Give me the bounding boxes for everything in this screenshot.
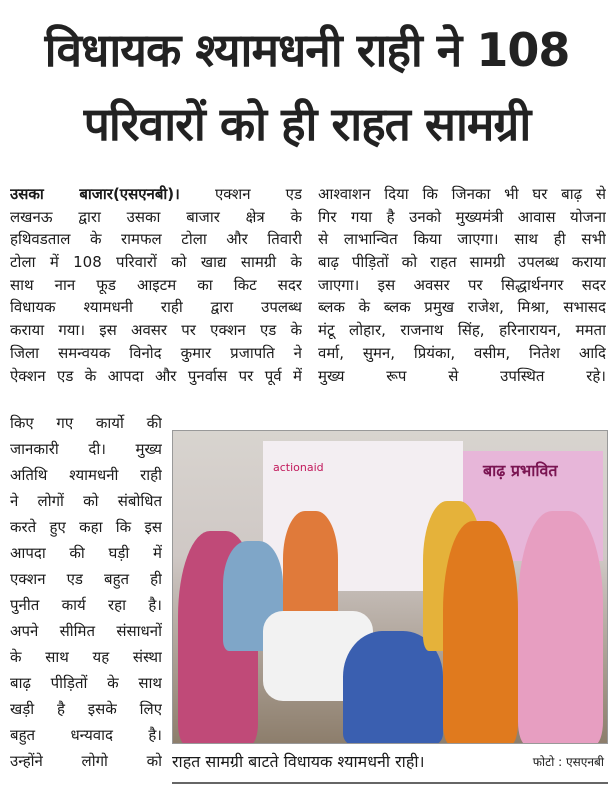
news-photo [172, 430, 608, 744]
text-line: पुनीत कार्य रहा है। [10, 596, 162, 614]
photo-banner-pink: बाढ़ प्रभावित [463, 451, 603, 561]
text-line: बाढ़ पीड़ितों के साथ [10, 674, 162, 692]
photo-credit: फोटो : एसएनबी [532, 754, 604, 769]
text-line: किए गए कार्यो की [10, 414, 162, 432]
text-line: करते हुए कहा कि इस [10, 518, 162, 536]
text-line: मुख्य रूप से उपस्थित रहे। [318, 366, 606, 385]
text-line: के साथ यह संस्था [10, 648, 162, 666]
article-left-column [10, 183, 302, 387]
text-line: खड़ी है इसके लिए [10, 700, 162, 718]
dateline: उसका बाजार(एसएनबी)। [10, 185, 180, 203]
article-right-column [318, 183, 606, 387]
text-line: जानकारी दी। मुख्य [10, 440, 162, 458]
photo-banner: actionaid [263, 441, 463, 591]
text-line: टोला में 108 परिवारों को खाद्य सामग्री के [10, 253, 302, 272]
divider [172, 782, 608, 784]
text-line: जिला समन्वयक विनोद कुमार प्रजापति ने [10, 343, 302, 362]
text-line: जाएगा। इस अवसर पर सिद्धार्थनगर सदर [318, 275, 606, 294]
text-line: एक्शन एड बहुत ही [10, 570, 162, 588]
headline-line-2: परिवारों को ही राहत सामग्री [83, 97, 531, 151]
text-line: आश्वाशन दिया कि जिनका भी घर बाढ़ से [318, 185, 606, 203]
photo-caption [172, 748, 608, 774]
text-line: मंटू लोहार, राजनाथ सिंह, हरिनारायन, ममता [318, 321, 606, 340]
text-line: कराया गया। इस अवसर पर एक्शन एड के [10, 321, 302, 340]
text-line: अपने सीमित संसाधनों [10, 622, 162, 640]
text-line: साथ नान फूड आइटम का किट सदर [10, 275, 302, 294]
text-line: उसका बाजार(एसएनबी)। एक्शन एड [10, 185, 302, 203]
text-line: वर्मा, सुमन, प्रियंका, वसीम, नितेश आदि [318, 343, 606, 362]
text-line: से लाभान्वित किया जाएगा। साथ ही सभी [318, 230, 606, 249]
text-line: लखनऊ द्वारा उसका बाजार क्षेत्र के [10, 207, 302, 226]
text-line: ने लोगों को संबोधित [10, 492, 162, 510]
text-line: हथिवडताल के रामफल टोला और तिवारी [10, 230, 302, 249]
caption-text: राहत सामग्री बाटते विधायक श्यामधनी राही। [172, 752, 425, 771]
text-line: बहुत धन्यवाद है। [10, 726, 162, 744]
text-line: ब्लक के ब्लक प्रमुख राजेश, मिश्रा, सभासद [318, 298, 606, 317]
text-line: अतिथि श्यामधनी राही [10, 466, 162, 484]
text-line: विधायक श्यामधनी राही द्वारा उपलब्ध [10, 298, 302, 317]
headline-line-1: विधायक श्यामधनी राही ने 108 [44, 23, 570, 77]
text-line: ऐक्शन एड के आपदा और पुनर्वास पर पूर्व में [10, 366, 302, 385]
text-line: आपदा की घड़ी में [10, 544, 162, 562]
text-line: उन्होंने लोगो को [10, 752, 162, 770]
article-narrow-column [10, 410, 162, 774]
text-line: गिर गया है उनको मुख्यमंत्री आवास योजना [318, 207, 606, 226]
text-line: बाढ़ पीड़ितों को राहत सामग्री उपलब्ध कराया [318, 253, 606, 272]
